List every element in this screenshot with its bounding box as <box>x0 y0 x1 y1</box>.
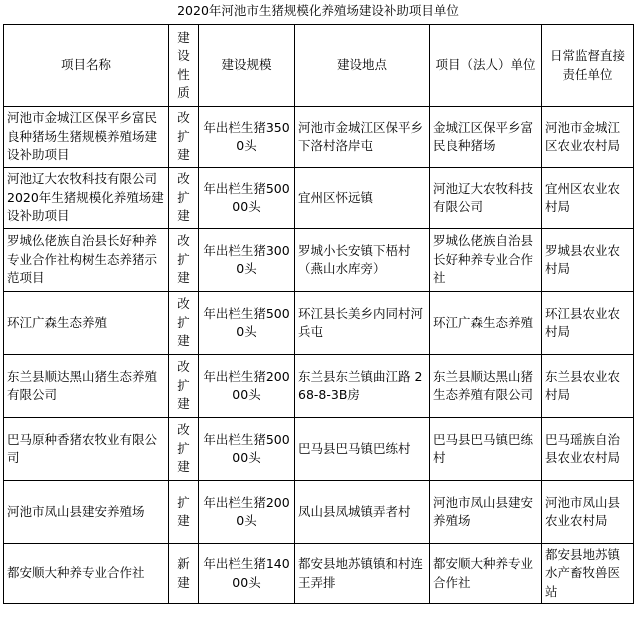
cell-location: 河池市金城江区保平乡下洛村洛岸屯 <box>295 107 430 168</box>
cell-unit: 河池辽大农牧科技有限公司 <box>430 168 542 229</box>
table-header-row <box>4 25 634 107</box>
cell-supervisor: 环江县农业农村局 <box>542 292 634 355</box>
table-row <box>4 418 634 481</box>
cell-location: 东兰县东兰镇曲江路 268-8-3B房 <box>295 355 430 418</box>
table-row <box>4 355 634 418</box>
cell-unit: 都安顺大种养专业合作社 <box>430 544 542 604</box>
document-title: 2020年河池市生猪规模化养殖场建设补助项目单位 <box>177 3 459 18</box>
table-row <box>4 544 634 604</box>
cell-unit: 河池市凤山县建安养殖场 <box>430 481 542 544</box>
project-table <box>3 24 634 604</box>
cell-nature: 改扩建 <box>169 418 199 481</box>
cell-nature: 改扩建 <box>169 229 199 292</box>
cell-location: 都安县地苏镇镇和村连王弄排 <box>295 544 430 604</box>
cell-unit: 巴马县巴马镇巴练村 <box>430 418 542 481</box>
cell-supervisor: 河池市凤山县农业农村局 <box>542 481 634 544</box>
cell-nature: 扩建 <box>169 481 199 544</box>
cell-scale: 年出栏生猪2000头 <box>199 481 295 544</box>
cell-unit: 罗城仫佬族自治县长好种养专业合作社 <box>430 229 542 292</box>
table-row <box>4 107 634 168</box>
cell-project-name: 东兰县顺达黑山猪生态养殖有限公司 <box>4 355 169 418</box>
cell-scale: 年出栏生猪50000头 <box>199 418 295 481</box>
cell-nature: 改扩建 <box>169 168 199 229</box>
cell-location: 巴马县巴马镇巴练村 <box>295 418 430 481</box>
cell-project-name: 巴马原种香猪农牧业有限公司 <box>4 418 169 481</box>
cell-unit: 金城江区保平乡富民良种猪场 <box>430 107 542 168</box>
cell-supervisor: 巴马瑶族自治县农业农村局 <box>542 418 634 481</box>
cell-unit: 东兰县顺达黑山猪生态养殖有限公司 <box>430 355 542 418</box>
cell-scale: 年出栏生猪14000头 <box>199 544 295 604</box>
cell-location: 罗城小长安镇下梧村（燕山水库旁） <box>295 229 430 292</box>
cell-supervisor: 河池市金城江区农业农村局 <box>542 107 634 168</box>
cell-nature: 改扩建 <box>169 355 199 418</box>
cell-supervisor: 东兰县农业农村局 <box>542 355 634 418</box>
cell-project-name: 河池市金城江区保平乡富民良种猪场生猪规模养殖场建设补助项目 <box>4 107 169 168</box>
cell-scale: 年出栏生猪20000头 <box>199 355 295 418</box>
cell-scale: 年出栏生猪3500头 <box>199 107 295 168</box>
cell-nature: 改扩建 <box>169 292 199 355</box>
cell-nature: 改扩建 <box>169 107 199 168</box>
cell-location: 环江县长美乡内同村河兵屯 <box>295 292 430 355</box>
cell-project-name: 河池市凤山县建安养殖场 <box>4 481 169 544</box>
cell-unit: 环江广森生态养殖 <box>430 292 542 355</box>
cell-nature: 新建 <box>169 544 199 604</box>
cell-scale: 年出栏生猪5000头 <box>199 292 295 355</box>
header-location: 建设地点 <box>295 25 430 107</box>
cell-project-name: 环江广森生态养殖 <box>4 292 169 355</box>
cell-location: 宜州区怀远镇 <box>295 168 430 229</box>
cell-project-name: 都安顺大种养专业合作社 <box>4 544 169 604</box>
table-row <box>4 481 634 544</box>
cell-project-name: 河池辽大农牧科技有限公司 2020年生猪规模化养殖场建设补助项目 <box>4 168 169 229</box>
cell-supervisor: 都安县地苏镇水产畜牧兽医站 <box>542 544 634 604</box>
table-row <box>4 229 634 292</box>
header-scale: 建设规模 <box>199 25 295 107</box>
header-project-name: 项目名称 <box>4 25 169 107</box>
header-unit: 项目（法人）单位 <box>430 25 542 107</box>
cell-supervisor: 宜州区农业农村局 <box>542 168 634 229</box>
header-nature: 建设性质 <box>169 25 199 107</box>
cell-supervisor: 罗城县农业农村局 <box>542 229 634 292</box>
header-supervisor: 日常监督直接责任单位 <box>542 25 634 107</box>
table-row <box>4 292 634 355</box>
cell-scale: 年出栏生猪3000头 <box>199 229 295 292</box>
cell-project-name: 罗城仫佬族自治县长好种养专业合作社构树生态养猪示范项目 <box>4 229 169 292</box>
cell-scale: 年出栏生猪50000头 <box>199 168 295 229</box>
cell-location: 凤山县凤城镇弄者村 <box>295 481 430 544</box>
table-row <box>4 168 634 229</box>
